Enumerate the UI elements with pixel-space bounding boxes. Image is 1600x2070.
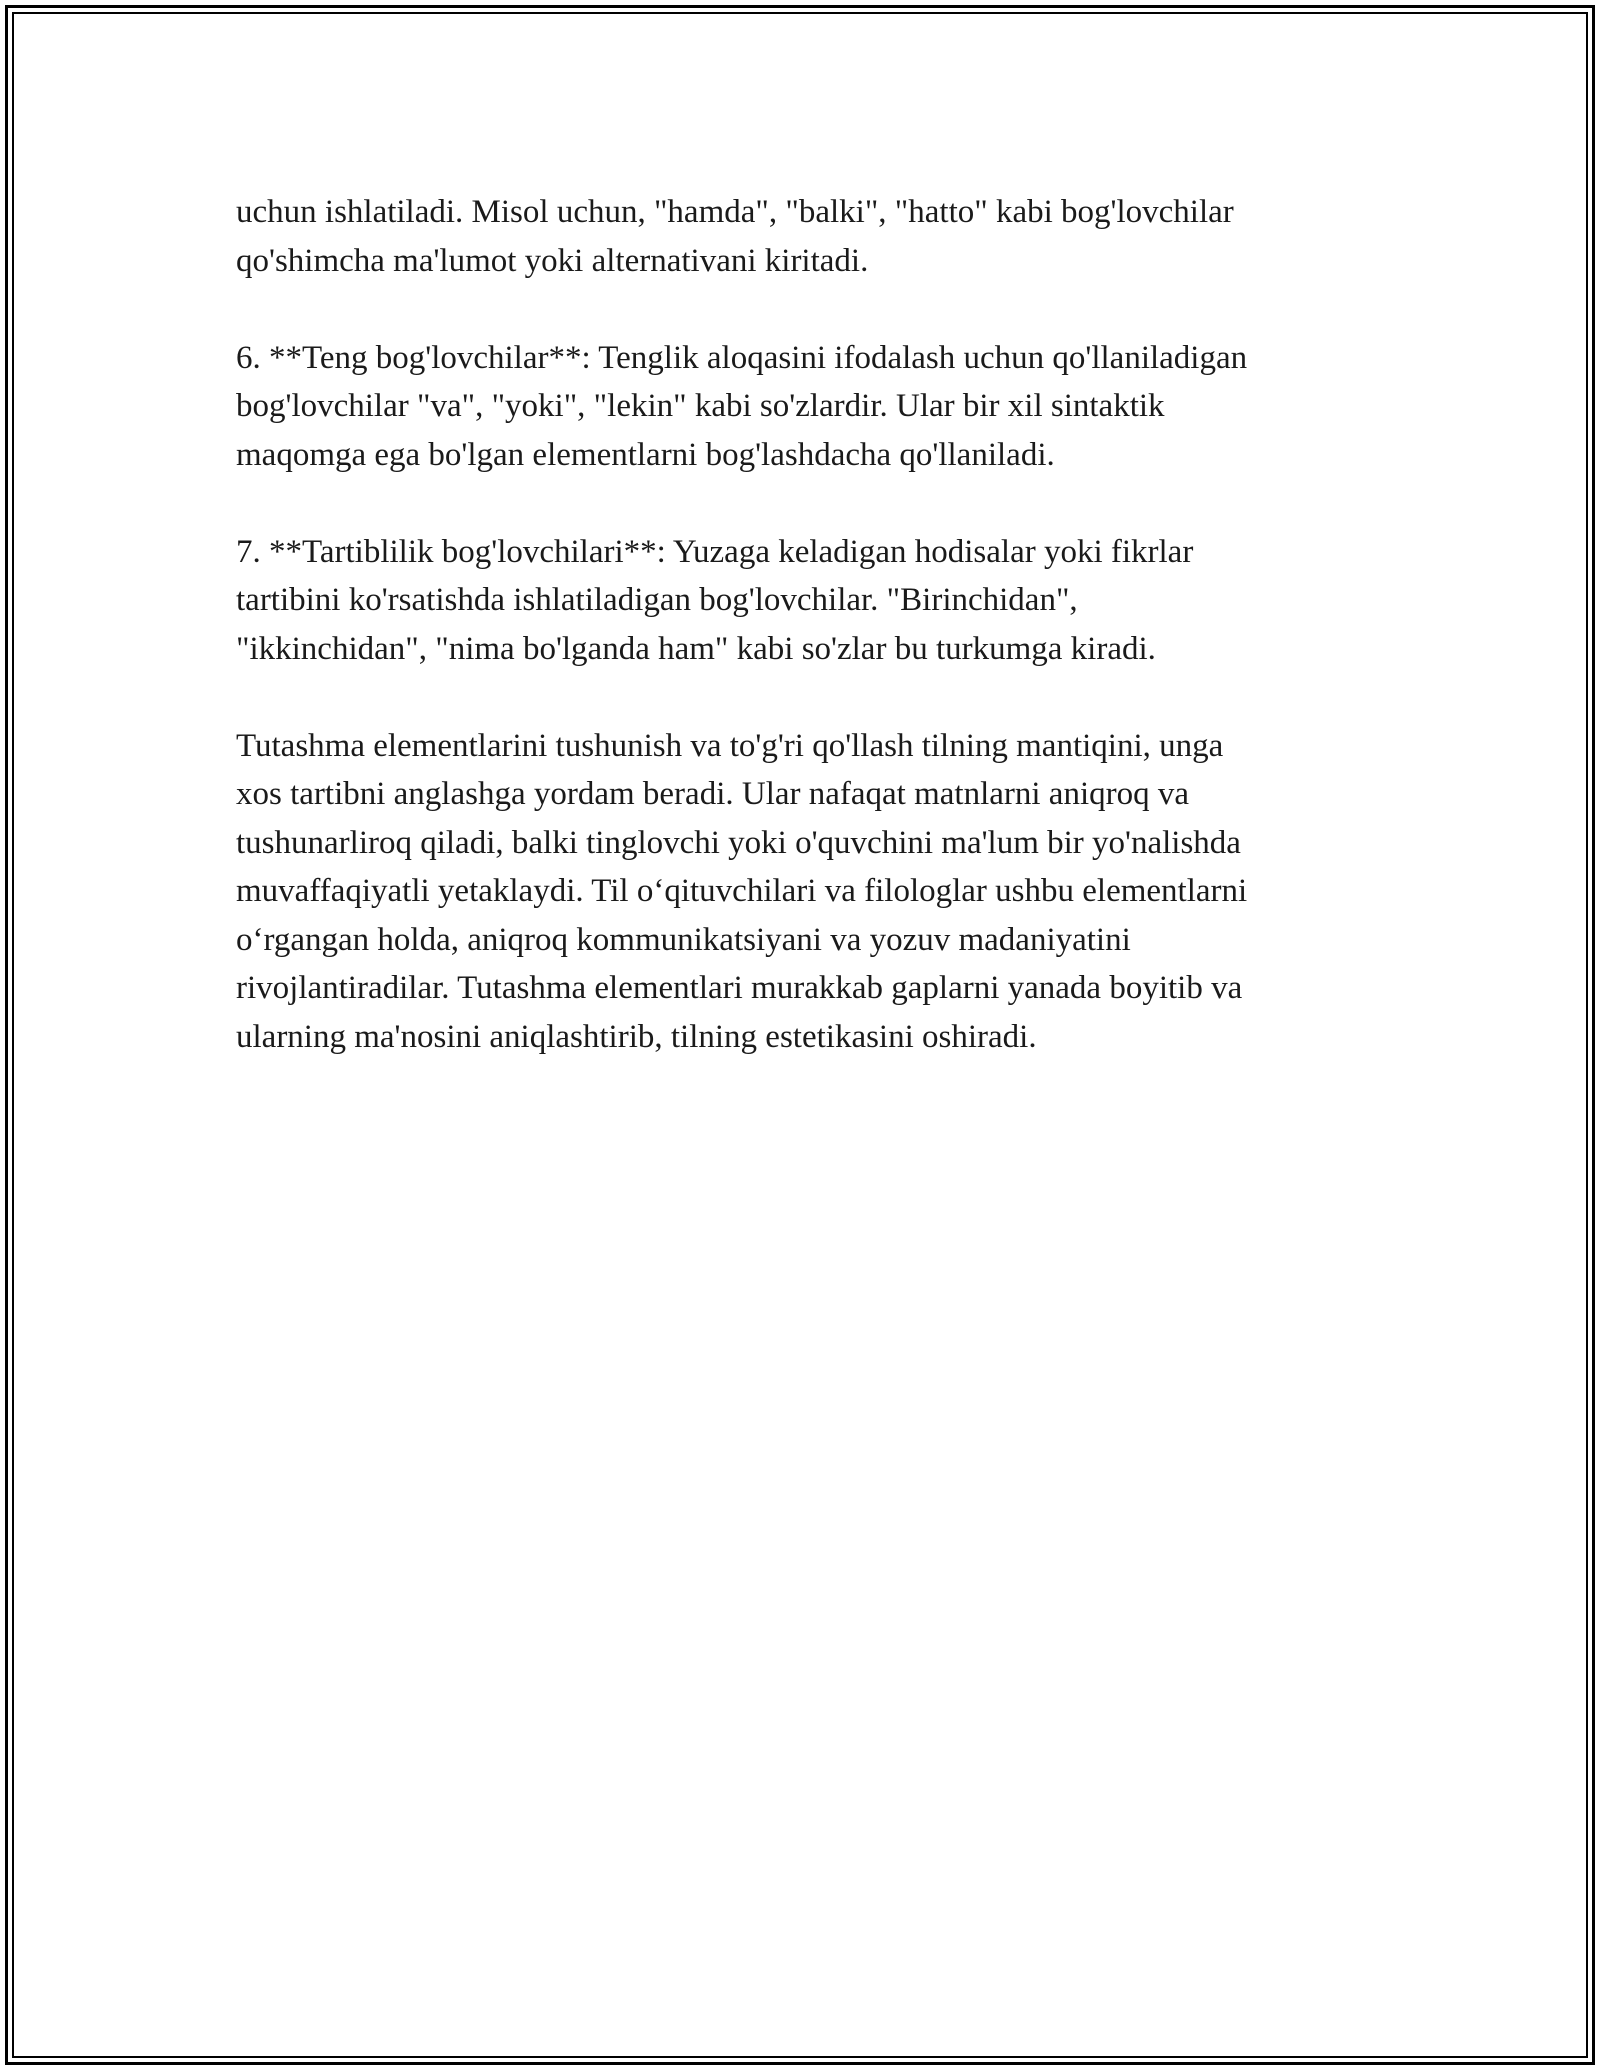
document-body bbox=[236, 188, 1376, 1061]
paragraph-item-6: 6. **Teng bog'lovchilar**: Tenglik aloqasini ifodalash uchun qo'llaniladigan bog'lovchilar "va", "yoki", "lekin" kabi so'zlardir. Ular bir xil sintaktik maqomga ega bo'lgan elementlarni bog'lashdacha qo'llaniladi. bbox=[236, 339, 1248, 473]
paragraph-continuation: uchun ishlatiladi. Misol uchun, "hamda", "balki", "hatto" kabi bog'lovchilar qo'shimcha ma'lumot yoki alternativani kiritadi. bbox=[236, 194, 1234, 279]
paragraph-item-7: 7. **Tartiblilik bog'lovchilari**: Yuzaga keladigan hodisalar yoki fikrlar tartibini ko'rsatishda ishlatiladigan bog'lovchilar. "Birinchidan", "ikkinchidan", "nima bo'lganda ham" kabi so'zlar bu turkumga kiradi. bbox=[236, 533, 1194, 667]
paragraph-conclusion: Tutashma elementlarini tushunish va to'g'ri qo'llash tilning mantiqini, unga xos tartibni anglashga yordam beradi. Ular nafaqat matnlarni aniqroq va tushunarliroq qiladi, balki tinglovchi yoki o'quvchini ma'lum bir yo'nalishda muvaffaqiyatli yetaklaydi. Til o‘qituvchilari va filologlar ushbu elementlarni o‘rgangan holda, aniqroq kommunikatsiyani va yozuv madaniyatini rivojlantiradilar. Tutashma elementlari murakkab gaplarni yanada boyitib va ularning ma'nosini aniqlashtirib, tilning estetikasini oshiradi. bbox=[236, 727, 1248, 1055]
